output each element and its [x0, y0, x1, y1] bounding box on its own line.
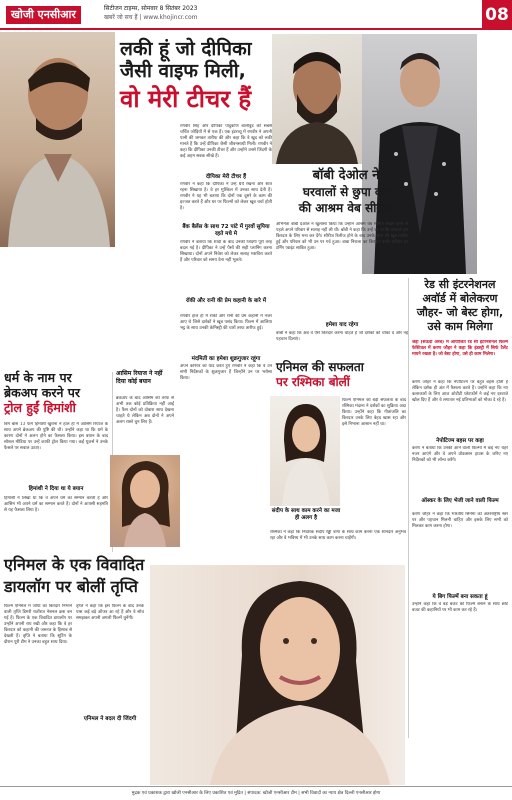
story5-body: फिल्म एनिमल की बड़ी सफलता के बाद रश्मिका मंदाना ने दर्शकों का शुक्रिया अदा किया। उन्होंने कहा कि गीतांजलि का किरदार उनके लिए बेहद खास रहा और इसे निभाना आसान नहीं था। [342, 398, 406, 427]
story2-subhead: हमेशा याद रहेगा [325, 322, 359, 328]
story1-para1: रणवीर ने कहा कि दीपिका ने उन्हें धैर्य रखना और शांत रहना सिखाया है। वे हर मुश्किल में उनका साथ देती हैं। रणवीर ने यह भी बताया कि दोनों एक दूसरे के काम की इज्जत करते हैं और घर पर फिल्मों को लेकर खूब चर्चा होती है। [180, 182, 272, 211]
story3-subhead2: ऑस्कर के लिए भेजी जाने वाली फिल्म [421, 498, 499, 504]
story1-subhead3: रॉकी और रानी की प्रेम कहानी के बारे में [185, 298, 267, 304]
story1-subhead4: मंदमिती का हमेशा शुक्रगुजार रहूंगा [191, 356, 261, 362]
rashmika-photo [270, 396, 340, 506]
story2-body: अभिनेता बॉबी देओल ने खुलासा किया कि उन्होंने आश्रम वेब सीरीज साइन करने से पहले अपने परिवार से सलाह नहीं ली थी। बॉबी ने कहा कि उन्हें डर था कि घरवाले इस किरदार के लिए मना कर देंगे। सीरीज रिलीज होने के बाद उनके काम की खूब तारीफ हुई और परिवार को भी उन पर गर्व हुआ। बाबा निराला का किरदार उनके करियर का टर्निंग प्वाइंट साबित हुआ। [276, 222, 408, 251]
story6-subhead: एनिमल ने बदल दी जिंदगी [83, 716, 137, 722]
story3-intro: जेद्दा (सऊदी अरब) में आयोजित रेड सी इंटरनेशनल फिल्म फेस्टिवल में करण जौहर ने कहा कि इंडस्ट्री में सिर्फ टैलेंट मायने रखता है। जो बेस्ट होगा, उसे ही काम मिलेगा। [412, 340, 508, 357]
story5-subhead: संदीप के साथ काम करने का मजा ही अलग है [271, 508, 341, 521]
story2-headline-line1: बॉबी देओल ने [312, 168, 380, 183]
person-silhouette-icon [150, 565, 405, 785]
ranveer-photo [0, 32, 115, 247]
story1-subhead1: दीपिका मेरी टीचर हैं [205, 174, 247, 180]
story4-headline-line3: ट्रोल हुईं हिमांशी [4, 400, 76, 415]
story3-headline-line3: जौहर- जो बेस्ट होगा, [416, 306, 504, 319]
page-number: 08 [482, 0, 512, 30]
tripti-photo [150, 565, 405, 785]
story4-headline-line2: ब्रेकअप करने पर [4, 385, 80, 400]
story4-body: बिग बॉस 13 फेम हिमांशी खुराना ने हाल ही में आसिम रियाज के साथ अपने ब्रेकअप की पुष्टि की थी। उन्होंने कहा था कि धर्म के कारण दोनों ने अलग होने का फैसला किया। इस बयान के बाद सोशल मीडिया पर उन्हें काफी ट्रोल किया गया। कई यूजर्स ने उनके फैसले पर सवाल उठाए। [4, 422, 108, 451]
story1-para4: अपने करियर को याद करते हुए रणवीर ने कहा कि वे उन सभी निर्देशकों के शुक्रगुजार हैं जिन्होंने उन पर भरोसा किया। [180, 364, 272, 381]
page-footer: मुद्रक एवं प्रकाशक द्वारा खोजी एनसीआर के लिए प्रकाशित एवं मुद्रित | संपादक: खोजी एनसीआर टीम | सभी विवादों का न्याय क्षेत्र दिल्ली एनसीआर होगा [0, 786, 512, 800]
story1-para3: रणवीर हाल ही में रॉकी और रानी की प्रेम कहानी में नजर आए थे जिसे दर्शकों ने खूब पसंद किया। फिल्म में आलिया भट्ट के साथ उनकी केमिस्ट्री की चारों तरफ तारीफ हुई। [180, 314, 272, 331]
story4-headline-line1: धर्म के नाम पर [4, 370, 72, 385]
column-divider [408, 278, 409, 738]
story1-headline-line2: जैसी वाइफ मिली, [120, 60, 246, 82]
bobby-deol-photo [272, 34, 362, 164]
person-silhouette-icon [110, 455, 180, 547]
story3-body: करण जौहर ने कहा कि नेपोटिज्म पर बहुत बहस होती है लेकिन दर्शक ही अंत में फैसला करते हैं। उन्होंने कहा कि नए कलाकारों के लिए आज ओटीटी प्लेटफॉर्म ने कई नए दरवाजे खोल दिए हैं और वे लगातार नई प्रतिभाओं को मौका दे रहे हैं। [412, 380, 508, 403]
story2-headline-line2: घरवालों से छुपा कर [302, 185, 390, 199]
person-silhouette-icon [270, 396, 340, 506]
himanshi-photo [110, 455, 180, 547]
story6-body: फिल्म एनिमल में जोया का किरदार निभाने वाली तृप्ति डिमरी रातोंरात नेशनल क्रश बन गई हैं। फिल्म के एक विवादित डायलॉग पर उन्होंने अपनी राय रखी और कहा कि वे हर किरदार को कहानी की जरूरत के हिसाब से देखती हैं। तृप्ति ने बताया कि शूटिंग के दौरान पूरी टीम ने उनका बहुत साथ दिया। [4, 604, 72, 645]
story5-body2: रश्मिका ने कहा कि निर्देशक संदीप रेड्डी वांगा के साथ काम करना एक शानदार अनुभव रहा और वे भविष्य में भी उनके साथ काम करना चाहेंगी। [270, 530, 406, 541]
story4-sidebar-title: आसिम रियाज ने नहीं दिया कोई बयान [116, 370, 163, 385]
story5-headline-line1: एनिमल की सफलता [276, 360, 364, 374]
story3-body4: उन्होंने कहा कि वे बड़े बजट की फिल्में बनाने के साथ छोटे बजट की कहानियों पर भी काम कर रहे हैं। [412, 602, 508, 613]
masthead [0, 0, 512, 30]
story1-headline-line3: वो मेरी टीचर हैं [120, 85, 252, 113]
section-label: खोजी एनसीआर [6, 6, 81, 24]
story4-body2: हिमांशी ने लिखा था कि वे अपने धर्म का सम्मान करती हैं और आसिम भी अपने धर्म का सम्मान करते हैं। दोनों ने आपसी सहमति से यह फैसला लिया है। [4, 496, 108, 513]
publication-subline: खबरें जो सच हैं | www.khojincr.com [104, 14, 198, 21]
story3-body2: करण ने बताया कि उनकी आने वाली फिल्मों में कई नए चेहरे नजर आएंगे और वे अपने प्रोडक्शन हाउस के जरिए नए निर्देशकों को भी लॉन्च करेंगे। [412, 446, 508, 463]
story1-intro: रणवीर सिंह और दीपिका पादुकोण बॉलीवुड की सबसे चर्चित जोड़ियों में से एक हैं। एक इंटरव्यू में रणवीर ने अपनी पत्नी की जमकर तारीफ की और कहा कि वे खुद को लकी मानते हैं कि उन्हें दीपिका जैसी जीवनसाथी मिली। रणवीर ने कहा कि दीपिका उनकी टीचर हैं और उन्होंने उनसे जिंदगी के कई अहम सबक सीखे हैं। [180, 124, 272, 159]
story1-para2: रणवीर ने बताया कि शादी के बाद उनकी जिंदगी पूरी तरह बदल गई है। दीपिका ने उन्हें पैसों की सही प्लानिंग करना सिखाया। दोनों अपने निवेश को लेकर सलाह मशविरा करते हैं और परिवार को समय देना नहीं भूलते। [180, 240, 272, 263]
publication-line: सिटीजन टाइम्स, सोमवार 8 सितंबर 2023 [104, 5, 198, 12]
story3-headline-line1: रेड सी इंटरनेशनल [424, 278, 496, 291]
story6-headline-line1: एनिमल के एक विवादित [4, 555, 145, 574]
story4-subhead: हिमांशी ने दिया था ये बयान [28, 486, 84, 492]
story1-headline-line1: लकी हूं जो दीपिका [120, 38, 252, 60]
person-silhouette-icon [0, 32, 115, 247]
story3-headline-line2: अवॉर्ड में बोलेकरण [422, 292, 498, 305]
story6-body2: तृप्ति ने कहा कि इस फिल्म के बाद उनके पास कई बड़े ऑफर आ रहे हैं और वे सोच समझकर अपनी अगली फिल्में चुनेंगी। [76, 604, 144, 621]
story3-body3: करण जौहर ने कहा कि भारतीय सिनेमा को अंतरराष्ट्रीय स्तर पर और पहचान मिलनी चाहिए और इसके लिए सभी को मिलकर काम करना होगा। [412, 512, 508, 529]
story5-headline-line2: पर रश्मिका बोलीं [276, 375, 350, 389]
story3-subhead3: ये बिग फिल्में बना सकता हूं [432, 594, 488, 600]
story6-headline-line2: डायलॉग पर बोलीं तृप्ति [4, 577, 138, 596]
person-silhouette-icon [272, 34, 362, 164]
story4-sidebar-body: ब्रेकअप के बाद आसिम की तरफ से अभी तक कोई प्रतिक्रिया नहीं आई है। फैंस दोनों को दोबारा साथ देखना चाहते थे लेकिन अब दोनों ने अपने अलग रास्ते चुन लिए हैं। [116, 396, 174, 425]
story1-subhead2: बैंक बैलेंस के साथ 72 पांटे में गुरवों सुपिया रहते मधे मे [182, 224, 270, 237]
story3-subhead1: नेपोटिज्म बहस पर कहा [436, 438, 484, 444]
story2-headline-line3: की आश्रम वेब सीरीज [298, 201, 394, 215]
story2-body2: बॉबी ने कहा कि अब वे ऐसे किरदार करना चाहते हैं जो दर्शकों को चौंका दें और नई पहचान दिलाएं। [276, 331, 408, 342]
story3-headline-line4: उसे काम मिलेगा [427, 320, 493, 333]
